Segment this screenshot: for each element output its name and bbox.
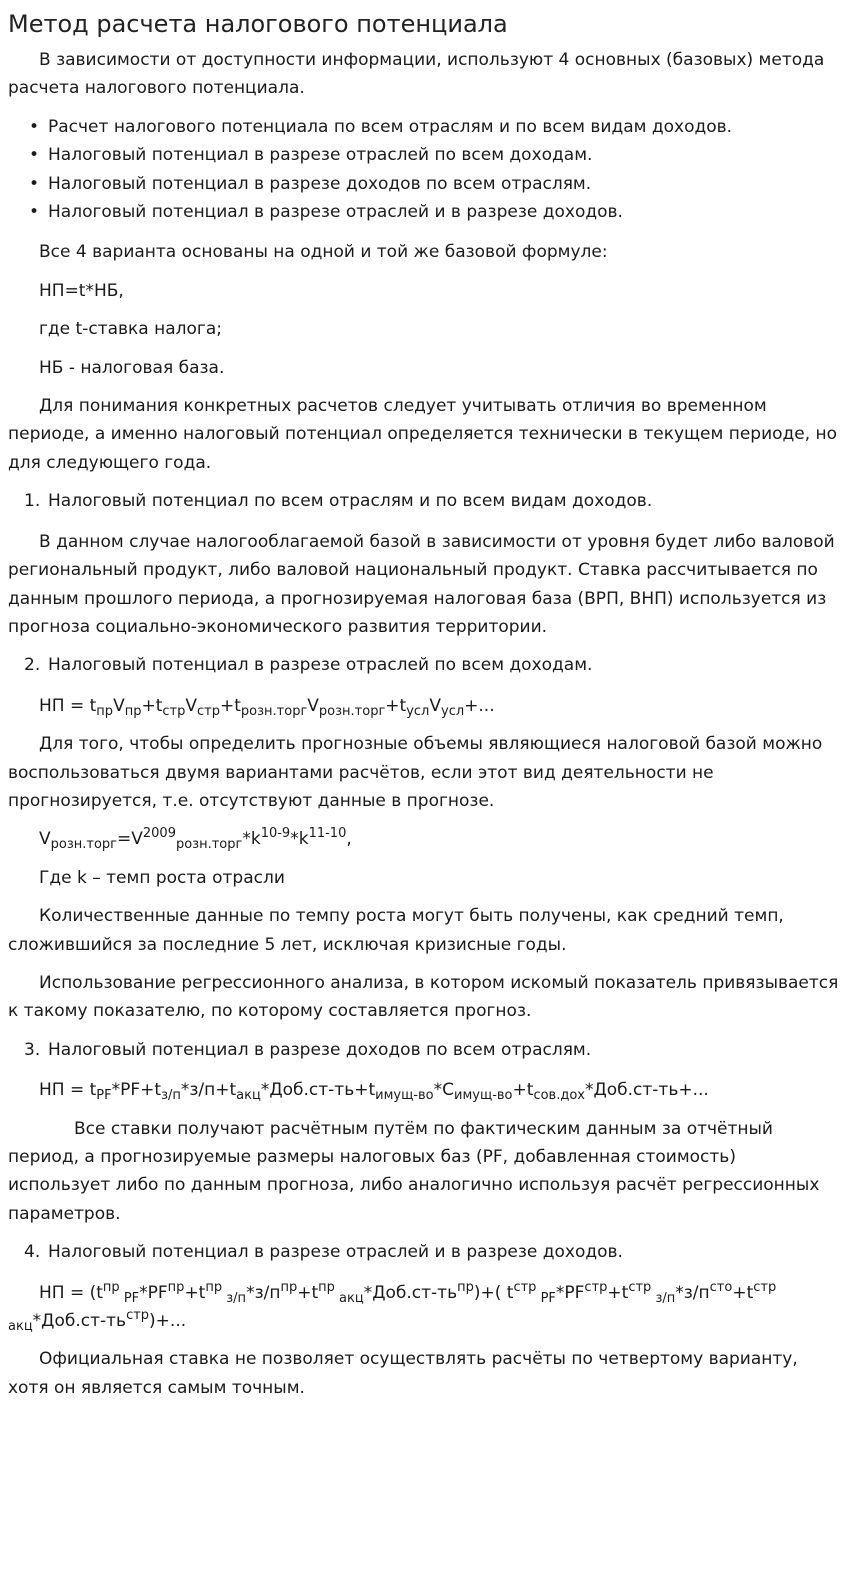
list-item: • Расчет налогового потенциала по всем отраслям и по всем видам доходов. [48, 113, 839, 141]
section-heading-text: Налоговый потенциал в разрезе отраслей по всем доходам. [48, 655, 593, 676]
section-4-text: Официальная ставка не позволяет осуществлять расчёты по четвертому варианту, хотя он является самым точным. [8, 1349, 798, 1398]
section-3-text: Все ставки получают расчётным путём по фактическим данным за отчётный период, а прогнозируемые размеры налоговых баз (PF, добавленная стоимость) использует либо по данным прогноза, либо аналогично используя расчёт регрессионных параметров. [8, 1118, 820, 1224]
methods-list [8, 113, 839, 227]
section-heading-text: Налоговый потенциал по всем отраслям и по всем видам доходов. [48, 491, 653, 512]
nb-definition: НБ - налоговая база. [39, 357, 225, 378]
t-definition: где t-ставка налога; [39, 319, 222, 340]
page-title: Метод расчета налогового потенциала [8, 10, 508, 38]
section-heading-text: Налоговый потенциал в разрезе отраслей и в разрезе доходов. [48, 1242, 623, 1263]
section-number: 4. [24, 1242, 41, 1263]
section-number: 1. [24, 491, 41, 512]
section-number: 2. [24, 655, 41, 676]
section-2-formula: НП = $t_{пр}V_{пр}+t_{стр}V_{стр}+t_{розн.торг}V_{розн.торг}+t_{усл}V_{усл}+$... [39, 695, 495, 719]
base-formula-intro: Все 4 варианта основаны на одной и той же базовой формуле: [39, 242, 608, 263]
intro-paragraph: В зависимости от доступности информации, используют 4 основных (базовых) метода расчета налогового потенциала. [8, 50, 825, 99]
section-heading-text: Налоговый потенциал в разрезе доходов по всем отраслям. [48, 1039, 592, 1060]
section-1-heading [8, 487, 839, 515]
section-2-text-2: Количественные данные по темпу роста могут быть получены, как средний темп, сложившийся за последние 5 лет, исключая кризисные годы. [8, 906, 784, 955]
section-1-text: В данном случае налогооблагаемой базой в зависимости от уровня будет либо валовой региональный продукт, либо валовой национальный продукт. Ставка рассчитывается по данным прошлого периода, а прогнозируемая налоговая база (ВРП, ВНП) используется из прогноза социально-экономического развития территории. [8, 531, 835, 637]
period-note: Для понимания конкретных расчетов следует учитывать отличия во временном периоде, а именно налоговый потенциал определяется технически в текущем периоде, но для следующего года. [8, 396, 838, 473]
k-definition: Где k – темп роста отрасли [39, 867, 285, 888]
section-3-heading [8, 1036, 839, 1064]
section-2-text-1: Для того, чтобы определить прогнозные объемы являющиеся налоговой базой можно воспользоваться двумя вариантами расчётов, если этот вид деятельности не прогнозируется, т.е. отсутствуют данные в прогнозе. [8, 734, 823, 811]
base-formula: НП=t*НБ, [39, 280, 124, 301]
section-2-text-3: Использование регрессионного анализа, в котором искомый показатель привязывается к такому показателю, по которому составляется прогноз. [8, 972, 839, 1022]
list-item: • Налоговый потенциал в разрезе доходов по всем отраслям. [48, 170, 839, 198]
section-4-heading [8, 1238, 839, 1266]
section-2-formula-2: $V_{розн.торг}=V^{2009}_{розн.торг}*k^{10-9}*k^{11-10}$, [39, 826, 352, 853]
section-3-formula: НП = $t_{PF}*PF+t_{з/п}*з/п+t_{акц}*Доб.ст-ть+t_{имущ-во}*C_{имущ-во}+t_{сов.дох}*Доб.ст-ть+$... [39, 1080, 709, 1104]
section-2-heading [8, 651, 839, 679]
section-number: 3. [24, 1039, 41, 1060]
list-item: • Налоговый потенциал в разрезе отраслей по всем доходам. [48, 141, 839, 169]
section-4-formula: НП = ($t^{пр}$ $_{PF}*PF^{пр}+t^{пр}$ $_{з/п}*з/п^{пр}+t^{пр}$ $_{акц}*Доб.ст-ть^{пр})+$( $t^{стр}$ $_{PF}*PF^{стр}+t^{стр}$ $_{з/п}*з/п^{сто}+t^{стр}$ $_{акц}*Доб.ст-ть^{стр})+$... [8, 1279, 777, 1335]
list-item: • Налоговый потенциал в разрезе отраслей и в разрезе доходов. [48, 198, 839, 226]
